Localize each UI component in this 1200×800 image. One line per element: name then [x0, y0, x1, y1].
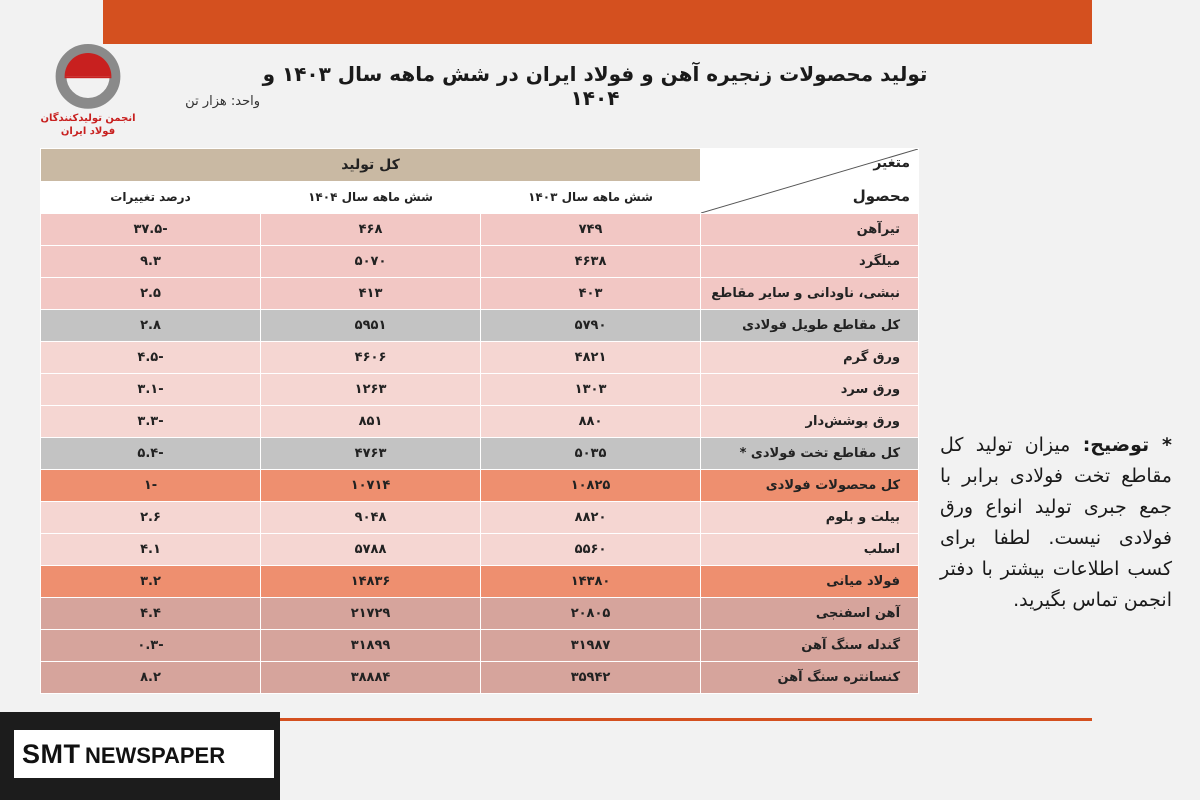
value-1403: ۱۳۰۳	[481, 374, 701, 406]
value-1404: ۴۶۰۶	[261, 342, 481, 374]
product-name: گندله سنگ آهن	[701, 630, 919, 662]
product-name: ورق سرد	[701, 374, 919, 406]
change-percent: -۳.۳	[41, 406, 261, 438]
value-1404: ۳۱۸۹۹	[261, 630, 481, 662]
value-1404: ۲۱۷۲۹	[261, 598, 481, 630]
product-name: کل محصولات فولادی	[701, 470, 919, 502]
product-name: ورق گرم	[701, 342, 919, 374]
brand-watermark	[14, 730, 274, 778]
value-1404: ۴۷۶۳	[261, 438, 481, 470]
value-1404: ۱۲۶۳	[261, 374, 481, 406]
value-1404: ۵۹۵۱	[261, 310, 481, 342]
value-1403: ۸۸۰	[481, 406, 701, 438]
product-name: کل مقاطع تخت فولادی *	[701, 438, 919, 470]
value-1404: ۵۷۸۸	[261, 534, 481, 566]
value-1404: ۳۸۸۸۴	[261, 662, 481, 694]
product-name: کنسانتره سنگ آهن	[701, 662, 919, 694]
variable-product-header	[701, 149, 919, 214]
change-percent: ۲.۸	[41, 310, 261, 342]
value-1403: ۱۴۳۸۰	[481, 566, 701, 598]
value-1403: ۴۸۲۱	[481, 342, 701, 374]
product-name: ورق پوشش‌دار	[701, 406, 919, 438]
col-header-1404: شش ماهه سال ۱۴۰۴	[261, 181, 481, 214]
value-1403: ۴۶۳۸	[481, 246, 701, 278]
product-label: محصول	[852, 187, 911, 205]
change-percent: ۲.۶	[41, 502, 261, 534]
value-1403: ۱۰۸۲۵	[481, 470, 701, 502]
value-1403: ۵۵۶۰	[481, 534, 701, 566]
product-name: تیرآهن	[701, 214, 919, 246]
change-percent: -۳.۱	[41, 374, 261, 406]
logo-text	[30, 112, 146, 138]
table-row	[41, 374, 919, 406]
table-row	[41, 310, 919, 342]
table-row	[41, 406, 919, 438]
value-1404: ۵۰۷۰	[261, 246, 481, 278]
col-header-1403: شش ماهه سال ۱۴۰۳	[481, 181, 701, 214]
change-percent: -۳۷.۵	[41, 214, 261, 246]
table-row	[41, 502, 919, 534]
product-name: میلگرد	[701, 246, 919, 278]
value-1403: ۸۸۲۰	[481, 502, 701, 534]
product-name: فولاد میانی	[701, 566, 919, 598]
table-row	[41, 534, 919, 566]
value-1404: ۴۶۸	[261, 214, 481, 246]
table-row	[41, 278, 919, 310]
unit-label: واحد: هزار تن	[185, 94, 260, 109]
value-1403: ۵۷۹۰	[481, 310, 701, 342]
logo-text-line1: انجمن تولیدکنندگان	[40, 113, 136, 124]
product-name: آهن اسفنجی	[701, 598, 919, 630]
table-row	[41, 214, 919, 246]
table-row	[41, 342, 919, 374]
change-percent: ۹.۳	[41, 246, 261, 278]
logo-text-line2: فولاد ایران	[60, 126, 116, 137]
production-table	[40, 148, 919, 694]
table-header-row	[41, 149, 919, 182]
value-1403: ۳۱۹۸۷	[481, 630, 701, 662]
table-row	[41, 662, 919, 694]
value-1403: ۴۰۳	[481, 278, 701, 310]
change-percent: ۴.۴	[41, 598, 261, 630]
change-percent: ۳.۲	[41, 566, 261, 598]
value-1403: ۳۵۹۴۲	[481, 662, 701, 694]
value-1404: ۱۰۷۱۴	[261, 470, 481, 502]
change-percent: -۵.۴	[41, 438, 261, 470]
table-row	[41, 598, 919, 630]
value-1403: ۵۰۳۵	[481, 438, 701, 470]
note-heading: * توضیح:	[1082, 434, 1172, 456]
value-1404: ۱۴۸۳۶	[261, 566, 481, 598]
product-name: نبشی، ناودانی و سایر مقاطع	[701, 278, 919, 310]
change-percent: -۱	[41, 470, 261, 502]
product-name: بیلت و بلوم	[701, 502, 919, 534]
page-title: تولید محصولات زنجیره آهن و فولاد ایران در شش ماهه سال ۱۴۰۳ و ۱۴۰۴	[262, 62, 928, 110]
table-row	[41, 566, 919, 598]
table-row	[41, 470, 919, 502]
value-1403: ۲۰۸۰۵	[481, 598, 701, 630]
change-percent: -۰.۳	[41, 630, 261, 662]
note-text: میزان تولید کل مقاطع تخت فولادی برابر با جمع جبری تولید انواع ورق فولادی نیست. لطفا برای کسب اطلاعات بیشتر با دفتر انجمن تماس بگیرید.	[940, 434, 1172, 611]
table-row	[41, 246, 919, 278]
change-percent: ۸.۲	[41, 662, 261, 694]
product-name: کل مقاطع طویل فولادی	[701, 310, 919, 342]
value-1404: ۸۵۱	[261, 406, 481, 438]
change-percent: ۲.۵	[41, 278, 261, 310]
explanation-note	[940, 430, 1172, 616]
col-header-change: درصد تغییرات	[41, 181, 261, 214]
product-name: اسلب	[701, 534, 919, 566]
table-row	[41, 438, 919, 470]
value-1404: ۹۰۴۸	[261, 502, 481, 534]
table-row	[41, 630, 919, 662]
value-1403: ۷۴۹	[481, 214, 701, 246]
brand-part1: SMT	[22, 739, 81, 769]
brand-part2: NEWSPAPER	[84, 743, 226, 768]
top-accent-bar	[103, 0, 1092, 44]
change-percent: ۴.۱	[41, 534, 261, 566]
total-production-header: کل تولید	[41, 149, 701, 182]
change-percent: -۴.۵	[41, 342, 261, 374]
variable-label: متغیر	[873, 155, 911, 171]
value-1404: ۴۱۳	[261, 278, 481, 310]
